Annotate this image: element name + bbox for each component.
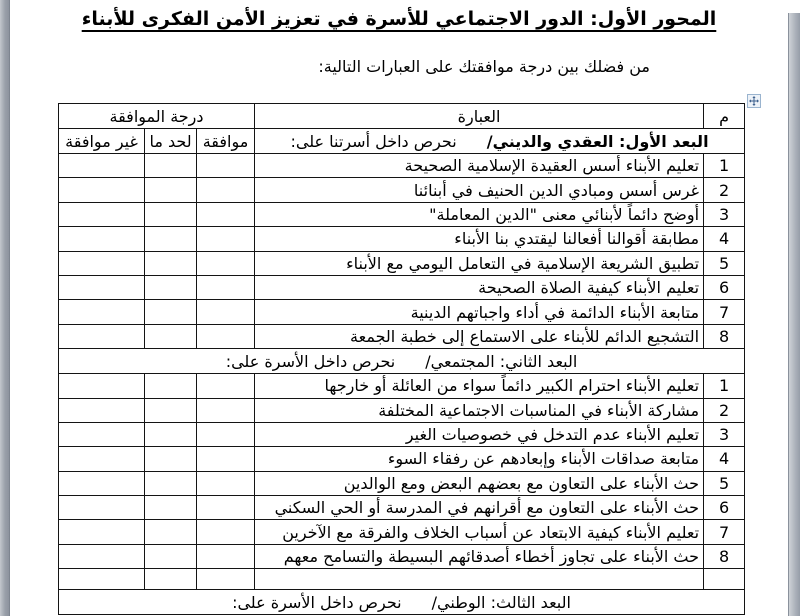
section-3-header-row <box>59 590 745 615</box>
answer-cell-disagree[interactable] <box>59 300 145 324</box>
answer-cell-agree[interactable] <box>197 178 255 202</box>
answer-cell-somewhat[interactable] <box>145 496 197 520</box>
answer-cell-disagree[interactable] <box>59 496 145 520</box>
statement-text: أوضح دائماً لأبنائي معنى "الدين المعاملة" <box>255 202 704 226</box>
answer-cell-disagree[interactable] <box>59 275 145 299</box>
table-move-handle-icon[interactable] <box>747 94 761 108</box>
row-number: 7 <box>704 520 745 544</box>
statement-text: التشجيع الدائم للأبناء على الاستماع إلى خطبة الجمعة <box>255 324 704 348</box>
section-3-title: البعد الثالث: الوطني/ <box>431 592 571 612</box>
statement-text: تعليم الأبناء كيفية الصلاة الصحيحة <box>255 275 704 299</box>
answer-cell-agree[interactable] <box>197 275 255 299</box>
row-number: 4 <box>704 447 745 471</box>
statement-text: حث الأبناء على التعاون مع بعضهم البعض ومع الوالدين <box>255 471 704 495</box>
table-header-row <box>59 104 745 129</box>
answer-cell-agree[interactable] <box>197 324 255 348</box>
page-margin-left <box>0 0 10 616</box>
table-row <box>59 422 745 446</box>
table-row <box>59 324 745 348</box>
row-number: 6 <box>704 275 745 299</box>
answer-cell-somewhat[interactable] <box>145 324 197 348</box>
col-header-disagree: غير موافقة <box>59 129 145 154</box>
statement-text: متابعة الأبناء الدائمة في أداء واجباتهم الدينية <box>255 300 704 324</box>
row-number: 6 <box>704 496 745 520</box>
row-number: 1 <box>704 374 745 398</box>
instruction-text: من فضلك بين درجة موافقتك على العبارات التالية: <box>318 57 650 76</box>
answer-cell-disagree[interactable] <box>59 569 145 590</box>
row-number: 7 <box>704 300 745 324</box>
answer-cell-somewhat[interactable] <box>145 398 197 422</box>
col-header-number: م <box>704 104 745 129</box>
answer-cell-somewhat[interactable] <box>145 178 197 202</box>
answer-cell-agree[interactable] <box>197 227 255 251</box>
table-row <box>59 398 745 422</box>
answer-cell-somewhat[interactable] <box>145 202 197 226</box>
answer-cell-somewhat[interactable] <box>145 569 197 590</box>
table-row <box>59 471 745 495</box>
answer-cell-agree[interactable] <box>197 300 255 324</box>
answer-cell-agree[interactable] <box>197 569 255 590</box>
answer-cell-agree[interactable] <box>197 154 255 178</box>
statement-text: تعليم الأبناء احترام الكبير دائماً سواء من العائلة أو خارجها <box>255 374 704 398</box>
table-row <box>59 202 745 226</box>
table-row <box>59 374 745 398</box>
answer-cell-agree[interactable] <box>197 520 255 544</box>
empty-row <box>59 569 745 590</box>
table-row <box>59 544 745 568</box>
answer-cell-disagree[interactable] <box>59 447 145 471</box>
answer-cell-disagree[interactable] <box>59 471 145 495</box>
row-number: 5 <box>704 471 745 495</box>
answer-cell-somewhat[interactable] <box>145 544 197 568</box>
row-number-cell[interactable] <box>704 569 745 590</box>
row-number: 4 <box>704 227 745 251</box>
document-page <box>10 0 788 616</box>
answer-cell-somewhat[interactable] <box>145 374 197 398</box>
statement-text: حث الأبناء على التعاون مع أقرانهم في المدرسة أو الحي السكني <box>255 496 704 520</box>
statement-cell[interactable] <box>255 569 704 590</box>
section-2-header <box>59 349 745 374</box>
answer-cell-disagree[interactable] <box>59 202 145 226</box>
section-2-header-row <box>59 349 745 374</box>
col-header-agreement: درجة الموافقة <box>59 104 255 129</box>
answer-cell-somewhat[interactable] <box>145 227 197 251</box>
row-number: 8 <box>704 544 745 568</box>
answer-cell-disagree[interactable] <box>59 251 145 275</box>
statement-text: غرس أسس ومبادي الدين الحنيف في أبنائنا <box>255 178 704 202</box>
answer-cell-disagree[interactable] <box>59 154 145 178</box>
statement-text: متابعة صداقات الأبناء وإبعادهم عن رفقاء السوء <box>255 447 704 471</box>
row-number: 5 <box>704 251 745 275</box>
col-header-somewhat: لحد ما <box>145 129 197 154</box>
answer-cell-agree[interactable] <box>197 447 255 471</box>
answer-cell-somewhat[interactable] <box>145 471 197 495</box>
statement-text: مشاركة الأبناء في المناسبات الاجتماعية المختلفة <box>255 398 704 422</box>
answer-cell-disagree[interactable] <box>59 324 145 348</box>
row-number: 2 <box>704 178 745 202</box>
answer-cell-somewhat[interactable] <box>145 154 197 178</box>
answer-cell-disagree[interactable] <box>59 398 145 422</box>
answer-cell-disagree[interactable] <box>59 374 145 398</box>
row-number: 3 <box>704 202 745 226</box>
col-header-agree: موافقة <box>197 129 255 154</box>
answer-cell-disagree[interactable] <box>59 422 145 446</box>
section-2-title: البعد الثاني: المجتمعي/ <box>425 351 578 371</box>
answer-cell-somewhat[interactable] <box>145 251 197 275</box>
section-1-title: البعد الأول: العقدي والديني/ <box>486 131 709 151</box>
page-title: المحور الأول: الدور الاجتماعي للأسرة في تعزيز الأمن الفكرى للأبناء <box>81 8 717 30</box>
table-row <box>59 520 745 544</box>
section-1-header <box>255 129 745 154</box>
answer-cell-agree[interactable] <box>197 251 255 275</box>
answer-cell-agree[interactable] <box>197 496 255 520</box>
statement-text: تطبيق الشريعة الإسلامية في التعامل اليومي مع الأبناء <box>255 251 704 275</box>
table-row <box>59 300 745 324</box>
section-3-subtitle: نحرص داخل الأسرة على: <box>232 592 402 612</box>
table-row <box>59 447 745 471</box>
table-subheader-row <box>59 129 745 154</box>
answer-cell-disagree[interactable] <box>59 544 145 568</box>
table-row <box>59 227 745 251</box>
table-row <box>59 275 745 299</box>
table-row <box>59 154 745 178</box>
table-row <box>59 496 745 520</box>
statement-text: تعليم الأبناء عدم التدخل في خصوصيات الغير <box>255 422 704 446</box>
answer-cell-agree[interactable] <box>197 471 255 495</box>
row-number: 8 <box>704 324 745 348</box>
answer-cell-somewhat[interactable] <box>145 300 197 324</box>
section-3-header <box>59 590 745 615</box>
answer-cell-somewhat[interactable] <box>145 520 197 544</box>
answer-cell-agree[interactable] <box>197 374 255 398</box>
answer-cell-disagree[interactable] <box>59 227 145 251</box>
answer-cell-agree[interactable] <box>197 544 255 568</box>
survey-table <box>58 103 745 615</box>
answer-cell-somewhat[interactable] <box>145 275 197 299</box>
table-row <box>59 178 745 202</box>
statement-text: تعليم الأبناء كيفية الابتعاد عن أسباب الخلاف والفرقة مع الآخرين <box>255 520 704 544</box>
answer-cell-disagree[interactable] <box>59 178 145 202</box>
statement-text: مطابقة أقوالنا أفعالنا ليقتدي بنا الأبناء <box>255 227 704 251</box>
row-number: 1 <box>704 154 745 178</box>
row-number: 3 <box>704 422 745 446</box>
answer-cell-disagree[interactable] <box>59 520 145 544</box>
col-header-statement: العبارة <box>255 104 704 129</box>
statement-text: تعليم الأبناء أسس العقيدة الإسلامية الصحيحة <box>255 154 704 178</box>
row-number: 2 <box>704 398 745 422</box>
answer-cell-somewhat[interactable] <box>145 422 197 446</box>
answer-cell-agree[interactable] <box>197 398 255 422</box>
page-margin-right <box>788 13 800 616</box>
statement-text: حث الأبناء على تجاوز أخطاء أصدقائهم البسيطة والتسامح معهم <box>255 544 704 568</box>
answer-cell-somewhat[interactable] <box>145 447 197 471</box>
table-row <box>59 251 745 275</box>
answer-cell-agree[interactable] <box>197 202 255 226</box>
section-2-subtitle: نحرص داخل الأسرة على: <box>225 351 396 371</box>
section-1-subtitle: نحرص داخل أسرتنا على: <box>290 131 457 151</box>
answer-cell-agree[interactable] <box>197 422 255 446</box>
